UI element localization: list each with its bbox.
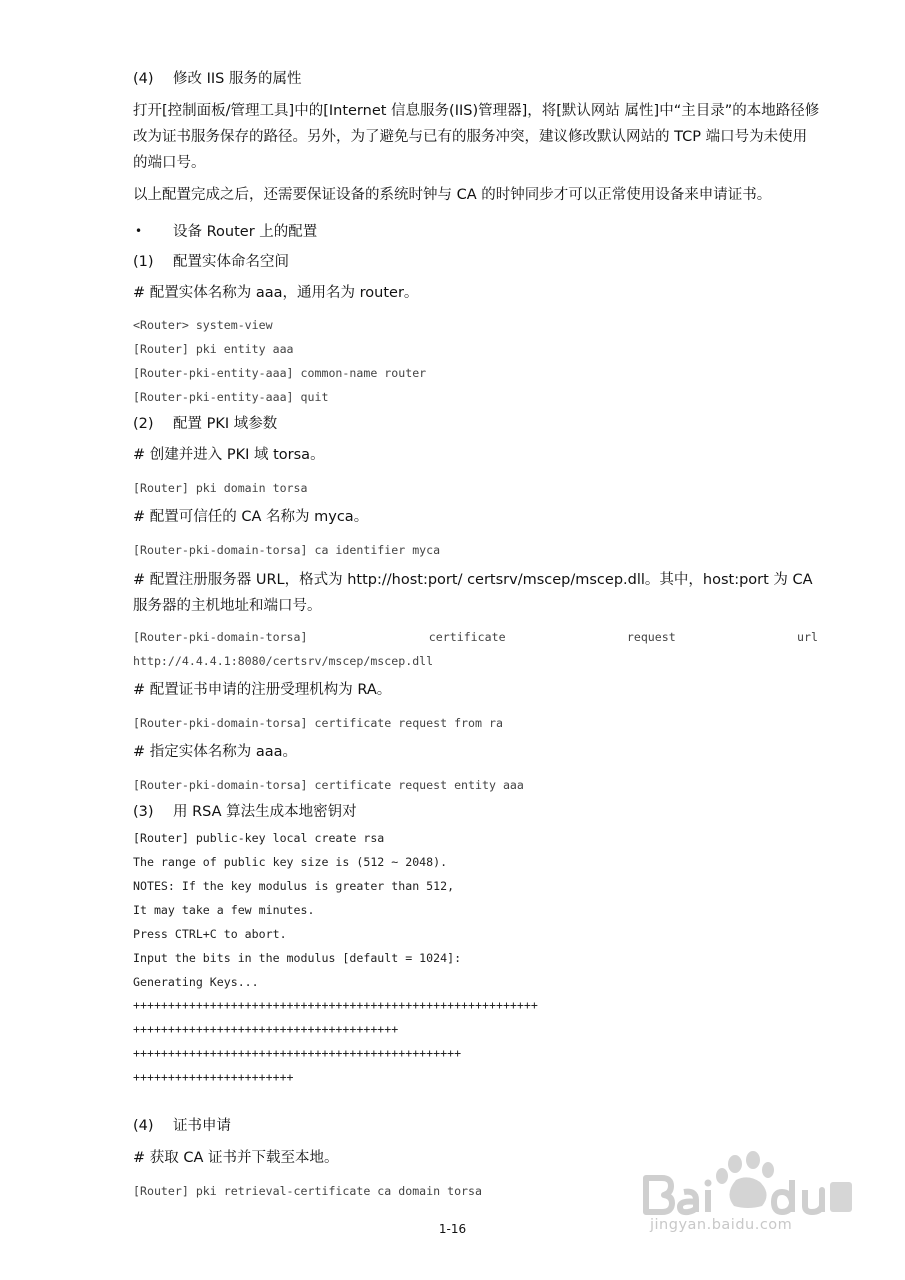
comment-url: # 配置注册服务器 URL，格式为 http://host:port/ certsrv/mscep/mscep.dll。其中，host:port 为 CA 服务器的主机地址和端口号。 — [133, 572, 813, 614]
code-line: [Router-pki-domain-torsa] certificate request entity aaa — [133, 778, 524, 792]
code-line: [Router-pki-entity-aaa] common-name router — [133, 366, 427, 380]
bullet-dot: • — [135, 224, 143, 238]
output-line: ++++++++++++++++++++++++++++++++++++++++++++++++++++++++++ — [133, 998, 538, 1012]
heading-step1 — [133, 252, 289, 272]
output-line: Generating Keys... — [133, 975, 259, 989]
output-line: +++++++++++++++++++++++ — [133, 1070, 294, 1084]
output-line: ++++++++++++++++++++++++++++++++++++++ — [133, 1022, 399, 1036]
comment-ra: # 配置证书申请的注册受理机构为 RA。 — [133, 682, 392, 698]
code-line: [Router-pki-domain-torsa] certificate request from ra — [133, 716, 503, 730]
heading-number: (1) — [133, 254, 154, 270]
heading-title: 证书申请 — [173, 1118, 231, 1134]
comment-domain: # 创建并进入 PKI 域 torsa。 — [133, 447, 325, 463]
code-line-justified — [133, 629, 818, 645]
output-line: [Router] public-key local create rsa — [133, 831, 385, 845]
heading-number: (2) — [133, 416, 154, 432]
heading-title: 修改 IIS 服务的属性 — [173, 71, 302, 87]
paragraph-clock: 以上配置完成之后，还需要保证设备的系统时钟与 CA 的时钟同步才可以正常使用设备来申请证书。 — [133, 187, 772, 203]
heading-iis — [133, 69, 301, 89]
comment-entity: # 配置实体名称为 aaa，通用名为 router。 — [133, 285, 419, 301]
code-token: [Router-pki-domain-torsa] — [133, 630, 308, 644]
code-line: [Router-pki-domain-torsa] ca identifier myca — [133, 543, 441, 557]
output-line: It may take a few minutes. — [133, 903, 315, 917]
watermark-url: jingyan.baidu.com — [650, 1217, 793, 1233]
output-line: NOTES: If the key modulus is greater than 512, — [133, 879, 455, 893]
code-line: [Router-pki-entity-aaa] quit — [133, 390, 329, 404]
heading-step2 — [133, 414, 277, 434]
heading-title: 配置 PKI 域参数 — [173, 416, 278, 432]
code-line: [Router] pki entity aaa — [133, 342, 294, 356]
code-token: request — [626, 630, 676, 644]
output-line: Input the bits in the modulus [default = 1024]: — [133, 951, 462, 965]
code-line: [Router] pki retrieval-certificate ca domain torsa — [133, 1184, 483, 1198]
page-number: 1-16 — [438, 1222, 467, 1236]
heading-title: 用 RSA 算法生成本地密钥对 — [173, 804, 357, 820]
output-line: The range of public key size is (512 ~ 2048). — [133, 855, 448, 869]
heading-number: (3) — [133, 804, 154, 820]
heading-number: (4) — [133, 71, 154, 87]
comment-ca: # 配置可信任的 CA 名称为 myca。 — [133, 509, 369, 525]
heading-step4 — [133, 1116, 231, 1136]
bullet-text: 设备 Router 上的配置 — [173, 224, 318, 240]
code-line: [Router] pki domain torsa — [133, 481, 308, 495]
output-line: +++++++++++++++++++++++++++++++++++++++++++++++ — [133, 1046, 462, 1060]
paragraph-iis: 打开[控制面板/管理工具]中的[Internet 信息服务(IIS)管理器]，将[默认网站 属性]中“主目录”的本地路径修改为证书服务保存的路径。另外，为了避免与已有的服务冲突，建议修改默认网站的 TCP 端口号为未使用的端口号。 — [133, 103, 820, 171]
heading-number: (4) — [133, 1118, 154, 1134]
code-line: http://4.4.4.1:8080/certsrv/mscep/mscep.dll — [133, 654, 434, 668]
code-token: certificate — [428, 630, 506, 644]
output-line: Press CTRL+C to abort. — [133, 927, 287, 941]
heading-step3 — [133, 802, 357, 822]
comment-retrieve: # 获取 CA 证书并下载至本地。 — [133, 1150, 339, 1166]
comment-entity-name: # 指定实体名称为 aaa。 — [133, 744, 298, 760]
heading-title: 配置实体命名空间 — [173, 254, 289, 270]
code-token: url — [797, 630, 818, 644]
code-line: <Router> system-view — [133, 318, 273, 332]
